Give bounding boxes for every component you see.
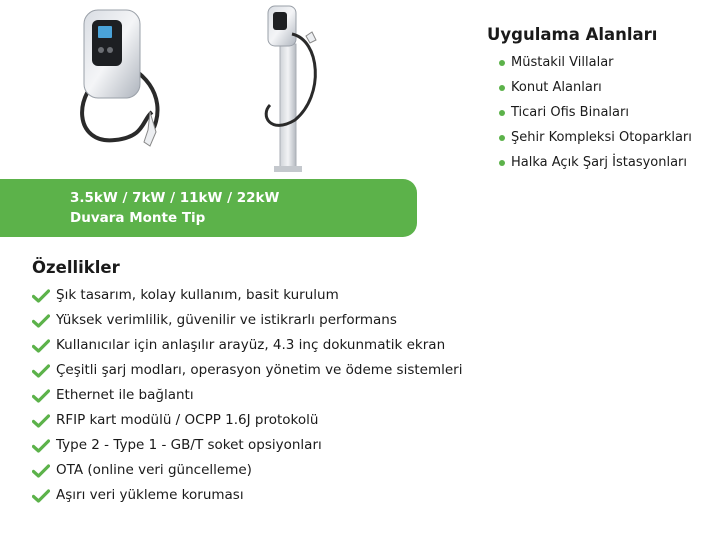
check-icon bbox=[32, 389, 50, 403]
application-list bbox=[487, 50, 727, 175]
features-list bbox=[32, 283, 632, 508]
green-dot-icon bbox=[499, 60, 505, 66]
product-images bbox=[70, 0, 350, 178]
application-item: Konut Alanları bbox=[487, 75, 727, 100]
application-item: Ticari Ofis Binaları bbox=[487, 100, 727, 125]
green-dot-icon bbox=[499, 160, 505, 166]
feature-item: Şık tasarım, kolay kullanım, basit kurulum bbox=[32, 283, 632, 308]
application-areas bbox=[487, 24, 727, 175]
wall-charger-image bbox=[82, 10, 157, 146]
pedestal-charger-image bbox=[266, 6, 316, 172]
mount-type: Duvara Monte Tip bbox=[70, 210, 206, 226]
feature-item: RFIP kart modülü / OCPP 1.6J protokolü bbox=[32, 408, 632, 433]
check-icon bbox=[32, 364, 50, 378]
power-banner bbox=[0, 179, 417, 237]
ev-charger-illustration bbox=[70, 0, 350, 178]
check-icon bbox=[32, 439, 50, 453]
application-item: Halka Açık Şarj İstasyonları bbox=[487, 150, 727, 175]
check-icon bbox=[32, 289, 50, 303]
application-item: Şehir Kompleksi Otoparkları bbox=[487, 125, 727, 150]
green-dot-icon bbox=[499, 135, 505, 141]
power-options: 3.5kW / 7kW / 11kW / 22kW bbox=[70, 190, 280, 206]
check-icon bbox=[32, 339, 50, 353]
green-dot-icon bbox=[499, 85, 505, 91]
feature-item: Type 2 - Type 1 - GB/T soket opsiyonları bbox=[32, 433, 632, 458]
features-section bbox=[32, 256, 632, 508]
application-item: Müstakil Villalar bbox=[487, 50, 727, 75]
feature-item: OTA (online veri güncelleme) bbox=[32, 458, 632, 483]
feature-item: Kullanıcılar için anlaşılır arayüz, 4.3 inç dokunmatik ekran bbox=[32, 333, 632, 358]
check-icon bbox=[32, 414, 50, 428]
feature-item: Ethernet ile bağlantı bbox=[32, 383, 632, 408]
application-areas-title: Uygulama Alanları bbox=[487, 25, 658, 44]
check-icon bbox=[32, 489, 50, 503]
green-dot-icon bbox=[499, 110, 505, 116]
check-icon bbox=[32, 314, 50, 328]
feature-item: Aşırı veri yükleme koruması bbox=[32, 483, 632, 508]
features-title: Özellikler bbox=[32, 258, 120, 277]
feature-item: Yüksek verimlilik, güvenilir ve istikrarlı performans bbox=[32, 308, 632, 333]
check-icon bbox=[32, 464, 50, 478]
feature-item: Çeşitli şarj modları, operasyon yönetim ve ödeme sistemleri bbox=[32, 358, 632, 383]
